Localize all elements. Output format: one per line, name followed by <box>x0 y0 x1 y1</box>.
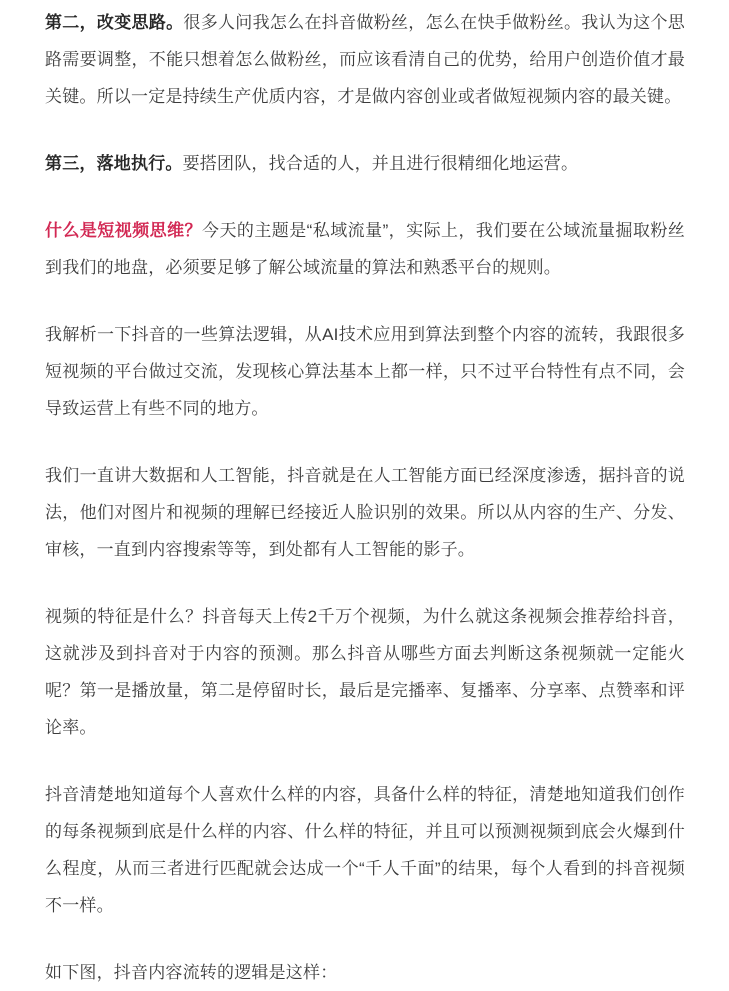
paragraph-big-data-ai <box>45 457 685 568</box>
paragraph-text: 抖音清楚地知道每个人喜欢什么样的内容，具备什么样的特征，清楚地知道我们创作的每条视频到底是什么样的内容、什么样的特征，并且可以预测视频到底会火爆到什么程度，从而三者进行匹配就会达成一个“千人千面”的结果，每个人看到的抖音视频不一样。 <box>45 785 685 915</box>
paragraph-see-diagram <box>45 954 685 991</box>
paragraph-lead: 第三，落地执行。 <box>45 154 183 173</box>
paragraph-text: 很多人问我怎么在抖音做粉丝，怎么在快手做粉丝。我认为这个思路需要调整，不能只想着怎么做粉丝，而应该看清自己的优势，给用户创造价值才最关键。所以一定是持续生产优质内容，才是做内容创业或者做短视频内容的最关键。 <box>45 13 685 106</box>
paragraph-text: 要搭团队，找合适的人，并且进行很精细化地运营。 <box>182 154 579 173</box>
paragraph-text: 视频的特征是什么？抖音每天上传2千万个视频，为什么就这条视频会推荐给抖音，这就涉及到抖音对于内容的预测。那么抖音从哪些方面去判断这条视频就一定能火呢？第一是播放量，第二是停留时长，最后是完播率、复播率、分享率、点赞率和评论率。 <box>45 607 685 737</box>
paragraph-text: 今天的主题是“私域流量”，实际上，我们要在公域流量掘取粉丝到我们的地盘，必须要足够了解公域流量的算法和熟悉平台的规则。 <box>45 221 685 277</box>
paragraph-thousand-faces <box>45 776 685 924</box>
accent-heading: 什么是短视频思维？ <box>45 221 203 240</box>
paragraph-lead: 第二，改变思路。 <box>45 13 184 32</box>
paragraph-text: 我们一直讲大数据和人工智能，抖音就是在人工智能方面已经深度渗透，据抖音的说法，他们对图片和视频的理解已经接近人脸识别的效果。所以从内容的生产、分发、审核，一直到内容搜索等等，到处都有人工智能的影子。 <box>45 466 685 559</box>
paragraph-execution <box>45 145 685 182</box>
paragraph-video-features <box>45 598 685 746</box>
paragraph-change-mindset <box>45 4 685 115</box>
paragraph-text: 如下图，抖音内容流转的逻辑是这样： <box>45 963 338 982</box>
paragraph-text: 我解析一下抖音的一些算法逻辑，从AI技术应用到算法到整个内容的流转，我跟很多短视频的平台做过交流，发现核心算法基本上都一样，只不过平台特性有点不同，会导致运营上有些不同的地方。 <box>45 325 685 418</box>
paragraph-algorithm-analysis <box>45 316 685 427</box>
paragraph-what-is-short-video-thinking <box>45 212 685 286</box>
